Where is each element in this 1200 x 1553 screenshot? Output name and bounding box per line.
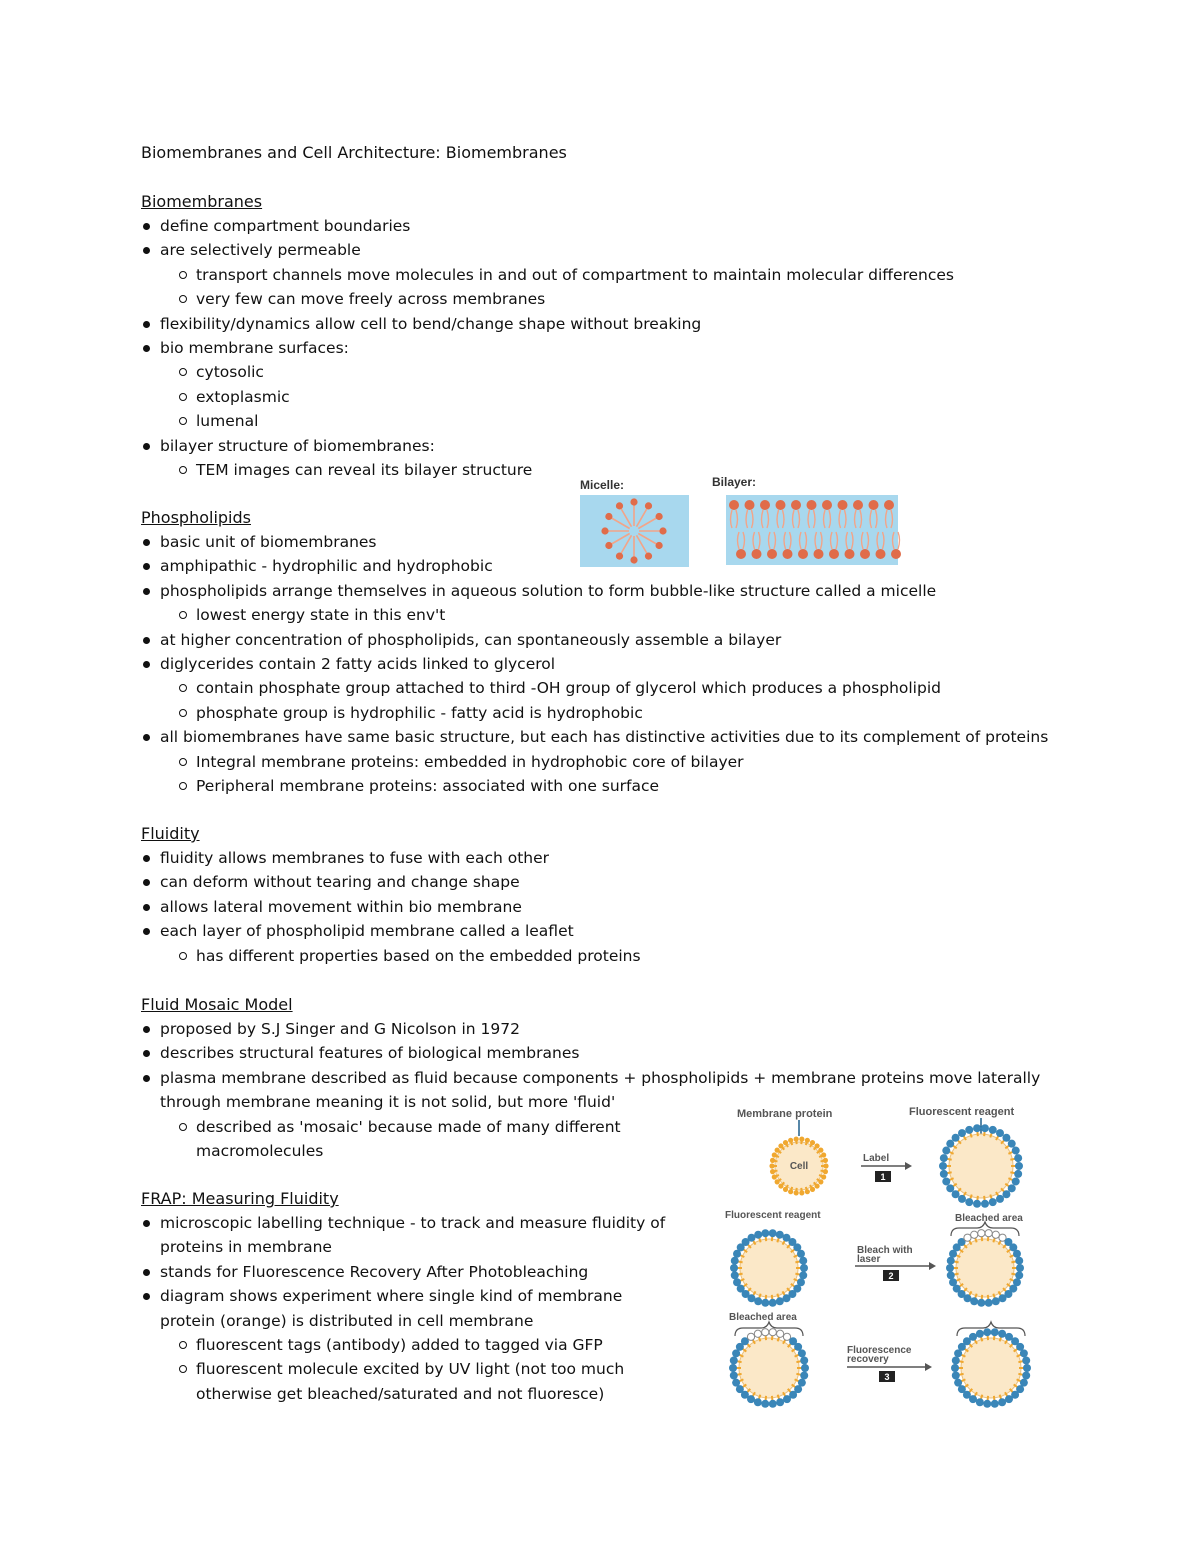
- lipid-head: [783, 549, 793, 559]
- arrow-head: [905, 1162, 912, 1170]
- list-item: proposed by S.J Singer and G Nicolson in 1972: [141, 1017, 1071, 1041]
- list-item: define compartment boundaries: [141, 214, 1071, 238]
- cell-bleached: [729, 1329, 809, 1408]
- membrane-protein-head: [775, 1179, 780, 1184]
- list-item: fluorescent molecule excited by UV light (not too much otherwise get bleached/saturated and not fluoresce): [141, 1357, 696, 1406]
- lipid-head: [814, 549, 824, 559]
- fluorescent-marker: [985, 1299, 993, 1307]
- lipid-head: [822, 500, 832, 510]
- bleached-marker: [777, 1330, 784, 1337]
- list-item: phospholipids arrange themselves in aqueous solution to form bubble-like structure called a micelle: [141, 579, 1071, 603]
- fluorescent-marker: [729, 1364, 737, 1372]
- list-item: can deform without tearing and change shape: [141, 870, 1071, 894]
- list-item: diagram shows experiment where single kind of membrane protein (orange) is distributed in cell membrane: [141, 1284, 635, 1333]
- bleached-marker: [985, 1230, 992, 1237]
- list-item: described as 'mosaic' because made of many different macromolecules: [141, 1115, 636, 1164]
- list-item: diglycerides contain 2 fatty acids linked to glycerol: [141, 652, 1071, 676]
- fluorescent-marker: [969, 1333, 977, 1341]
- lipid-head: [876, 549, 886, 559]
- frap-figure: [705, 1100, 1075, 1410]
- fluorescent-marker: [1022, 1371, 1030, 1379]
- list-item: transport channels move molecules in and out of compartment to maintain molecular differences: [141, 263, 1071, 287]
- lipid-head: [656, 542, 663, 549]
- document-title: Biomembranes and Cell Architecture: Biomembranes: [141, 143, 567, 162]
- list-item: fluorescent tags (antibody) added to tagged via GFP: [141, 1333, 681, 1357]
- membrane-protein-head: [818, 1179, 823, 1184]
- fluorescent-marker: [769, 1299, 777, 1307]
- fluorescent-marker: [949, 1278, 957, 1286]
- fluorescent-marker: [996, 1129, 1004, 1137]
- section-heading: Fluidity: [141, 824, 200, 843]
- membrane-protein-head: [794, 1137, 799, 1142]
- list-item: TEM images can reveal its bilayer structure: [141, 458, 1071, 482]
- fluorescent-marker: [801, 1364, 809, 1372]
- list-item: basic unit of biomembranes: [141, 530, 1071, 554]
- membrane-protein-head: [810, 1140, 815, 1145]
- lipid-head: [767, 549, 777, 559]
- cell-labeled: [939, 1124, 1023, 1208]
- lipid-head: [729, 500, 739, 510]
- recovered-brace: [957, 1322, 1025, 1336]
- membrane-protein-head: [823, 1158, 828, 1163]
- fluorescent-marker: [1012, 1147, 1020, 1155]
- bleached-brace: [735, 1322, 803, 1336]
- fluorescent-marker: [958, 1129, 966, 1137]
- fluorescent-marker: [754, 1231, 762, 1239]
- fluorescent-marker: [769, 1400, 777, 1408]
- fluorescent-marker: [952, 1134, 960, 1142]
- fluorescent-marker: [776, 1398, 784, 1406]
- recovery-label: Fluorescence: [847, 1345, 912, 1356]
- bleached-marker: [754, 1330, 761, 1337]
- list-item: lowest energy state in this env't: [141, 603, 1071, 627]
- fluorescent-marker: [954, 1379, 962, 1387]
- cell-label: Cell: [789, 1161, 809, 1172]
- fluorescent-marker: [965, 1198, 973, 1206]
- bleach-label: Bleach with: [857, 1245, 913, 1256]
- fluorescent-marker: [989, 1198, 997, 1206]
- membrane-protein-head: [805, 1189, 810, 1194]
- cell-body: [739, 1338, 799, 1398]
- list-item: bilayer structure of biomembranes:: [141, 434, 1071, 458]
- section-frap: [141, 1187, 681, 1406]
- membrane-protein-head: [775, 1148, 780, 1153]
- fluorescent-marker: [973, 1200, 981, 1208]
- micelle-bilayer-figure: [576, 470, 906, 570]
- label-step-label: Label: [863, 1153, 890, 1164]
- fluorescent-marker: [733, 1278, 741, 1286]
- bleached-area-label: Bleached area: [955, 1213, 1023, 1224]
- fluorescent-marker: [799, 1271, 807, 1279]
- micelle-label: Micelle:: [580, 478, 625, 492]
- list-item: extoplasmic: [141, 385, 1071, 409]
- membrane-protein-head: [814, 1183, 819, 1188]
- list-item: contain phosphate group attached to third -OH group of glycerol which produces a phospholipid: [141, 676, 1071, 700]
- fluorescent-marker: [1022, 1357, 1030, 1365]
- bleached-marker: [992, 1231, 999, 1238]
- fluorescent-marker: [761, 1229, 769, 1237]
- membrane-protein-head: [788, 1189, 793, 1194]
- lipid-head: [791, 500, 801, 510]
- fluorescent-marker: [1023, 1364, 1031, 1372]
- bullet-list: [141, 530, 1071, 798]
- list-item: each layer of phospholipid membrane called a leaflet: [141, 919, 1071, 943]
- fluorescent-marker: [798, 1349, 806, 1357]
- membrane-protein-head: [823, 1169, 828, 1174]
- fluorescent-marker: [981, 1124, 989, 1132]
- list-item: amphipathic - hydrophilic and hydrophobic: [141, 554, 1071, 578]
- section-heading: Phospholipids: [141, 508, 251, 527]
- cell-body: [949, 1134, 1013, 1198]
- bleached-area-label-2: Bleached area: [729, 1312, 797, 1323]
- fluorescent-marker: [951, 1364, 959, 1372]
- fluorescent-marker: [732, 1379, 740, 1387]
- fluorescent-marker: [942, 1177, 950, 1185]
- membrane-protein-head: [799, 1137, 804, 1142]
- lipid-head: [659, 527, 666, 534]
- membrane-protein-head: [783, 1140, 788, 1145]
- membrane-protein-head: [818, 1148, 823, 1153]
- fluorescent-marker: [1002, 1190, 1010, 1198]
- list-item: stands for Fluorescence Recovery After Photobleaching: [141, 1260, 681, 1284]
- bleached-marker: [762, 1329, 769, 1336]
- cell-body: [961, 1338, 1021, 1398]
- lipid-head: [605, 513, 612, 520]
- fluorescent-marker: [965, 1126, 973, 1134]
- lipid-head: [760, 500, 770, 510]
- fluorescent-marker: [1014, 1154, 1022, 1162]
- fluorescent-marker: [1020, 1349, 1028, 1357]
- fluorescent-marker: [998, 1398, 1006, 1406]
- list-item: plasma membrane described as fluid because components + phospholipids + membrane proteins move laterally through membrane meaning it is not solid, but more 'fluid': [141, 1066, 1060, 1115]
- cell-body: [740, 1239, 798, 1297]
- fluorescent-marker: [1016, 1264, 1024, 1272]
- lipid-head: [853, 500, 863, 510]
- section-heading: FRAP: Measuring Fluidity: [141, 1189, 339, 1208]
- fluorescent-marker: [947, 1271, 955, 1279]
- lipid-head: [798, 549, 808, 559]
- lipid-head: [630, 556, 637, 563]
- fluorescent-reagent-label-2: Fluorescent reagent: [725, 1210, 821, 1221]
- fluorescent-marker: [730, 1357, 738, 1365]
- section-heading: Biomembranes: [141, 192, 263, 211]
- list-item: Integral membrane proteins: embedded in hydrophobic core of bilayer: [141, 750, 1071, 774]
- fluorescent-marker: [783, 1395, 791, 1403]
- membrane-protein-head: [794, 1190, 799, 1195]
- membrane-protein-head: [821, 1174, 826, 1179]
- bleached-marker: [783, 1333, 790, 1340]
- lipid-head: [601, 527, 608, 534]
- fluorescent-marker: [731, 1257, 739, 1265]
- fluorescent-marker: [947, 1257, 955, 1265]
- membrane-protein-head: [772, 1152, 777, 1157]
- fluorescent-marker: [1015, 1162, 1023, 1170]
- bullet-list: [141, 1211, 681, 1406]
- membrane-protein-head: [823, 1163, 828, 1168]
- bleach-label-line2: laser: [857, 1254, 881, 1265]
- membrane-protein-head: [772, 1174, 777, 1179]
- fluorescent-marker: [800, 1371, 808, 1379]
- list-item: flexibility/dynamics allow cell to bend/change shape without breaking: [141, 312, 1071, 336]
- fluorescent-marker: [761, 1400, 769, 1408]
- list-item: lumenal: [141, 409, 1071, 433]
- membrane-protein-head: [778, 1183, 783, 1188]
- list-item: Peripheral membrane proteins: associated with one surface: [141, 774, 1071, 798]
- lipid-head: [845, 549, 855, 559]
- fluorescent-marker: [797, 1250, 805, 1258]
- fluorescent-marker: [1005, 1395, 1013, 1403]
- fluorescent-marker: [958, 1195, 966, 1203]
- fluorescent-marker: [800, 1357, 808, 1365]
- fluorescent-marker: [800, 1264, 808, 1272]
- list-item: fluidity allows membranes to fuse with each other: [141, 846, 1071, 870]
- cell-recovered: [951, 1328, 1031, 1408]
- membrane-protein-head: [810, 1187, 815, 1192]
- lipid-head: [884, 500, 894, 510]
- fluorescent-marker: [1013, 1250, 1021, 1258]
- fluorescent-marker: [998, 1330, 1006, 1338]
- membrane-protein-head: [778, 1143, 783, 1148]
- step-number: 1: [880, 1172, 886, 1182]
- lipid-head: [869, 500, 879, 510]
- list-item: cytosolic: [141, 360, 1071, 384]
- bleached-marker: [769, 1329, 776, 1336]
- fluorescent-marker: [977, 1299, 985, 1307]
- fluorescent-marker: [1015, 1271, 1023, 1279]
- lipid-head: [807, 500, 817, 510]
- lipid-head: [891, 549, 901, 559]
- section-fluidity: [141, 822, 1071, 968]
- fluorescent-marker: [939, 1162, 947, 1170]
- lipid-head: [616, 502, 623, 509]
- fluorescent-marker: [983, 1328, 991, 1336]
- fluorescent-marker: [799, 1257, 807, 1265]
- arrow-head: [929, 1262, 936, 1270]
- list-item: has different properties based on the embedded proteins: [141, 944, 1071, 968]
- bleached-marker: [978, 1230, 985, 1237]
- arrow-head: [925, 1363, 932, 1371]
- fluorescent-marker: [981, 1200, 989, 1208]
- fluorescent-marker: [940, 1170, 948, 1178]
- membrane-protein-head: [770, 1169, 775, 1174]
- membrane-protein-head: [799, 1190, 804, 1195]
- membrane-protein-head: [770, 1158, 775, 1163]
- recovery-label-line2: recovery: [847, 1354, 889, 1365]
- fluorescent-marker: [731, 1271, 739, 1279]
- list-item: are selectively permeable: [141, 238, 1071, 262]
- lipid-head: [616, 553, 623, 560]
- fluorescent-marker: [992, 1297, 1000, 1305]
- lipid-head: [645, 502, 652, 509]
- lipid-head: [860, 549, 870, 559]
- fluorescent-marker: [1014, 1170, 1022, 1178]
- step-number: 2: [888, 1271, 894, 1281]
- fluorescent-reagent-label: Fluorescent reagent: [909, 1106, 1015, 1118]
- fluorescent-marker: [983, 1400, 991, 1408]
- fluorescent-marker: [946, 1264, 954, 1272]
- membrane-protein-head: [814, 1143, 819, 1148]
- fluorescent-marker: [946, 1184, 954, 1192]
- membrane-protein-head: [821, 1152, 826, 1157]
- membrane-protein-head: [788, 1138, 793, 1143]
- section-heading: Fluid Mosaic Model: [141, 995, 293, 1014]
- list-item: at higher concentration of phospholipids, can spontaneously assemble a bilayer: [141, 628, 1071, 652]
- list-item: bio membrane surfaces:: [141, 336, 1071, 360]
- bleached-marker: [747, 1333, 754, 1340]
- bleached-marker: [971, 1231, 978, 1238]
- cell-labeled: [730, 1229, 808, 1307]
- lipid-head: [752, 549, 762, 559]
- list-item: describes structural features of biological membranes: [141, 1041, 1071, 1065]
- list-item: microscopic labelling technique - to track and measure fluidity of proteins in membrane: [141, 1211, 681, 1260]
- bleached-marker: [964, 1234, 971, 1241]
- lipid-head: [776, 500, 786, 510]
- lipid-head: [645, 553, 652, 560]
- fluorescent-marker: [973, 1124, 981, 1132]
- fluorescent-marker: [776, 1297, 784, 1305]
- fluorescent-marker: [991, 1400, 999, 1408]
- fluorescent-marker: [952, 1371, 960, 1379]
- fluorescent-marker: [952, 1357, 960, 1365]
- fluorescent-marker: [989, 1126, 997, 1134]
- fluorescent-marker: [976, 1330, 984, 1338]
- lipid-head: [745, 500, 755, 510]
- fluorescent-marker: [1012, 1177, 1020, 1185]
- membrane-protein-label: Membrane protein: [737, 1108, 833, 1120]
- fluorescent-marker: [730, 1371, 738, 1379]
- step-number: 3: [884, 1372, 890, 1382]
- bilayer-label: Bilayer:: [712, 475, 757, 489]
- fluorescent-marker: [1015, 1257, 1023, 1265]
- cell-bleached: [946, 1230, 1024, 1307]
- list-item: very few can move freely across membranes: [141, 287, 1071, 311]
- list-item: phosphate group is hydrophilic - fatty acid is hydrophobic: [141, 701, 1071, 725]
- list-item: all biomembranes have same basic structure, but each has distinctive activities due to its complement of proteins: [141, 725, 1071, 749]
- cell-body: [956, 1239, 1014, 1297]
- fluorescent-marker: [940, 1154, 948, 1162]
- fluorescent-marker: [942, 1147, 950, 1155]
- fluorescent-marker: [761, 1299, 769, 1307]
- bullet-list: [141, 214, 1071, 482]
- lipid-head: [656, 513, 663, 520]
- membrane-protein-head: [783, 1187, 788, 1192]
- list-item: allows lateral movement within bio membrane: [141, 895, 1071, 919]
- fluorescent-marker: [991, 1328, 999, 1336]
- fluorescent-marker: [976, 1398, 984, 1406]
- lipid-head: [630, 498, 637, 505]
- fluorescent-marker: [996, 1195, 1004, 1203]
- fluorescent-marker: [754, 1398, 762, 1406]
- membrane-protein-head: [769, 1163, 774, 1168]
- lipid-head: [605, 542, 612, 549]
- lipid-head: [838, 500, 848, 510]
- section-biomembranes: [141, 190, 1071, 482]
- membrane-protein-head: [805, 1138, 810, 1143]
- fluorescent-marker: [1008, 1140, 1016, 1148]
- fluorescent-marker: [769, 1229, 777, 1237]
- lipid-head: [829, 549, 839, 559]
- bullet-list: [141, 846, 1071, 968]
- fluorescent-marker: [730, 1264, 738, 1272]
- lipid-head: [736, 549, 746, 559]
